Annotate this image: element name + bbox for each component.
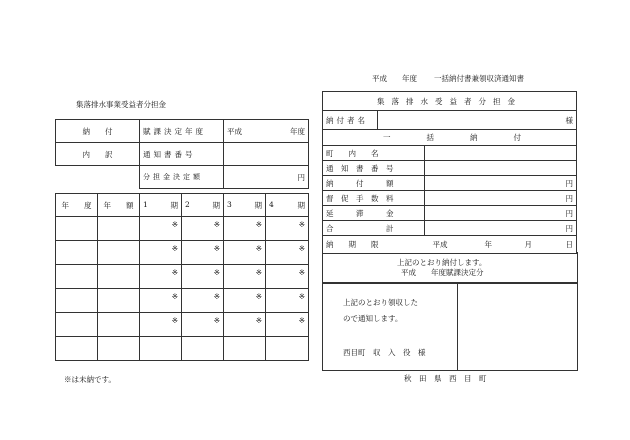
nofu-label: 納 付 bbox=[56, 120, 140, 143]
gokei-value: 円 bbox=[425, 221, 577, 236]
noki-gen-row: 納 期 限 平成 年 月 日 bbox=[323, 236, 577, 254]
chonaimei-value bbox=[425, 146, 577, 161]
grid-row: ※ ※ ※ ※ bbox=[56, 241, 309, 265]
grid-header-ki-3: 3 期 bbox=[224, 194, 266, 217]
nofugaku-label: 納 付 額 bbox=[323, 176, 425, 191]
left-top-table bbox=[55, 119, 309, 189]
buntankin-kettei-gaku-label: 分担金決定額 bbox=[140, 166, 224, 189]
receipt-text-2: ので通知します。 bbox=[343, 314, 403, 323]
header-title: 一括納付書兼領収済通知書 bbox=[434, 74, 524, 83]
noki-gen-label: 納 期 限 bbox=[326, 240, 379, 249]
tsuchisho-bango-label: 通知書番号 bbox=[140, 143, 224, 166]
left-form-title: 集落排水事業受益者分担金 bbox=[76, 100, 166, 109]
grid-header-ki-2: 2 期 bbox=[182, 194, 224, 217]
buntankin-kettei-gaku-value: 円 bbox=[224, 166, 309, 189]
grid-row bbox=[56, 337, 309, 361]
nofusha-label: 納付者名 bbox=[323, 111, 378, 130]
grid-header-ki-1: 1 期 bbox=[140, 194, 182, 217]
gokei-label: 合 計 bbox=[323, 221, 425, 236]
tokusoku-tesuryo-value: 円 bbox=[425, 191, 577, 206]
grid-header-ki-4: 4 期 bbox=[266, 194, 309, 217]
tsuchisho-bango-value-right bbox=[425, 161, 577, 176]
fuka-kettei-nendo-label: 賦課決定年度 bbox=[140, 120, 224, 143]
grid-header-nendo: 年 度 bbox=[56, 194, 98, 217]
grid-header-gaku: 年 額 bbox=[98, 194, 140, 217]
right-main-table bbox=[322, 91, 577, 254]
fuka-kettei-nendo-value: 平成 年度 bbox=[224, 120, 309, 143]
grid-row: ※ ※ ※ ※ bbox=[56, 313, 309, 337]
footnote: ※は未納です。 bbox=[64, 375, 116, 384]
grid-row: ※ ※ ※ ※ bbox=[56, 265, 309, 289]
note-nofu-shimasu: 上記のとおり納付します。 bbox=[397, 258, 487, 267]
issuer-footer: 秋 田 県 西 目 町 bbox=[404, 374, 487, 383]
entaikin-value: 円 bbox=[425, 206, 577, 221]
ikkatsu-nofu-heading: 一 括 納 付 bbox=[323, 130, 577, 146]
tsuchisho-bango-label-right: 通 知 書 番 号 bbox=[323, 161, 425, 176]
tsuchisho-bango-value bbox=[224, 143, 309, 166]
receiver-name: 西目町 収 入 役 様 bbox=[343, 348, 426, 357]
notes-box bbox=[322, 252, 578, 283]
main-title: 集落排水受益者分担金 bbox=[323, 92, 577, 111]
header-nendo: 年度 bbox=[402, 74, 417, 83]
entaikin-label: 延 滞 金 bbox=[323, 206, 425, 221]
tokusoku-tesuryo-label: 督 促 手 数 料 bbox=[323, 191, 425, 206]
left-installment-grid bbox=[55, 193, 309, 361]
receipt-text-1: 上記のとおり領収した bbox=[343, 298, 418, 307]
note-fuka-kettei-bun: 平成 年度賦課決定分 bbox=[401, 268, 484, 277]
receipt-box bbox=[322, 283, 578, 371]
uchiwake-label: 内 訳 bbox=[56, 143, 140, 166]
header-heisei: 平成 bbox=[372, 74, 387, 83]
grid-row: ※ ※ ※ ※ bbox=[56, 217, 309, 241]
receipt-divider bbox=[457, 284, 458, 370]
chonaimei-label: 町 内 名 bbox=[323, 146, 425, 161]
nofusha-value: 様 bbox=[378, 111, 577, 130]
nofugaku-value: 円 bbox=[425, 176, 577, 191]
grid-row: ※ ※ ※ ※ bbox=[56, 289, 309, 313]
